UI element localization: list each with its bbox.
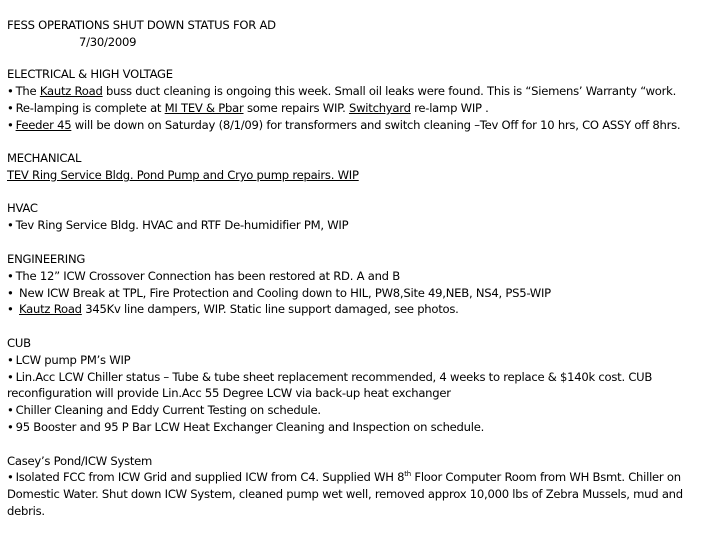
casey-item-1-continued-2: debris. <box>7 504 45 518</box>
casey-item-1-continued: Domestic Water. Shut down ICW System, cleaned pump wet well, removed approx 10,000 lbs of Zebra Mussels, mud and <box>7 487 683 501</box>
document-date: 7/30/2009 <box>79 35 137 49</box>
section-heading-hvac: HVAC <box>7 201 38 215</box>
superscript-th: th <box>404 470 411 479</box>
bullet: • <box>7 403 14 417</box>
document-title: FESS OPERATIONS SHUT DOWN STATUS FOR AD <box>7 18 276 32</box>
engineering-item-3: • Kautz Road 345Kv line dampers, WIP. Static line support damaged, see photos. <box>7 302 459 316</box>
section-heading-cub: CUB <box>7 336 31 350</box>
hvac-item-1: • Tev Ring Service Bldg. HVAC and RTF De-humidifier PM, WIP <box>7 218 349 232</box>
engineering-item-2: • New ICW Break at TPL, Fire Protection and Cooling down to HIL, PW8,Site 49,NEB, NS4, PS5-WIP <box>7 286 551 300</box>
section-heading-caseys-pond: Casey’s Pond/ICW System <box>7 454 153 468</box>
cub-item-2-continued: reconfiguration will provide Lin.Acc 55 Degree LCW via back-up heat exchanger <box>7 386 451 400</box>
bullet: • <box>7 286 14 300</box>
bullet: • <box>7 370 14 384</box>
cub-item-3: • Chiller Cleaning and Eddy Current Testing on schedule. <box>7 403 321 417</box>
kautz-road-link[interactable]: Kautz Road <box>19 302 82 316</box>
cub-item-1: • LCW pump PM’s WIP <box>7 353 131 367</box>
bullet: • <box>7 218 14 232</box>
switchyard-link[interactable]: Switchyard <box>348 101 411 115</box>
cub-item-4: • 95 Booster and 95 P Bar LCW Heat Exchanger Cleaning and Inspection on schedule. <box>7 420 485 434</box>
mechanical-line-1[interactable]: TEV Ring Service Bldg. Pond Pump and Cryo pump repairs. WIP <box>7 168 359 182</box>
bullet: • <box>7 302 14 316</box>
kautz-road-link[interactable]: Kautz Road <box>39 84 103 98</box>
bullet: • <box>7 269 14 283</box>
electrical-item-1: • The Kautz Road buss duct cleaning is ongoing this week. Small oil leaks were found. This is “Siemens’ Warranty “work. <box>7 84 677 98</box>
bullet: • <box>7 101 14 115</box>
feeder-45-link[interactable]: Feeder 45 <box>15 118 72 132</box>
bullet: • <box>7 118 14 132</box>
bullet: • <box>7 420 14 434</box>
bullet: • <box>7 353 14 367</box>
engineering-item-1: • The 12” ICW Crossover Connection has been restored at RD. A and B <box>7 269 400 283</box>
section-heading-engineering: ENGINEERING <box>7 252 86 266</box>
mi-tev-pbar-link[interactable]: MI TEV & Pbar <box>164 101 244 115</box>
electrical-item-2: • Re-lamping is complete at MI TEV & Pbar some repairs WIP. Switchyard re-lamp WIP . <box>7 101 489 115</box>
bullet: • <box>7 84 14 98</box>
casey-item-1: • Isolated FCC from ICW Grid and supplied ICW from C4. Supplied WH 8th Floor Computer Room from WH Bsmt. Chiller on <box>7 470 681 484</box>
electrical-item-3: • Feeder 45 will be down on Saturday (8/1/09) for transformers and switch cleaning –Tev Off for 10 hrs, CO ASSY off 8hrs. <box>7 118 681 132</box>
section-heading-electrical: ELECTRICAL & HIGH VOLTAGE <box>7 67 173 81</box>
bullet: • <box>7 470 14 484</box>
cub-item-2: • Lin.Acc LCW Chiller status – Tube & tube sheet replacement recommended, 4 weeks to replace & $140k cost. CUB <box>7 370 653 384</box>
section-heading-mechanical: MECHANICAL <box>7 151 82 165</box>
